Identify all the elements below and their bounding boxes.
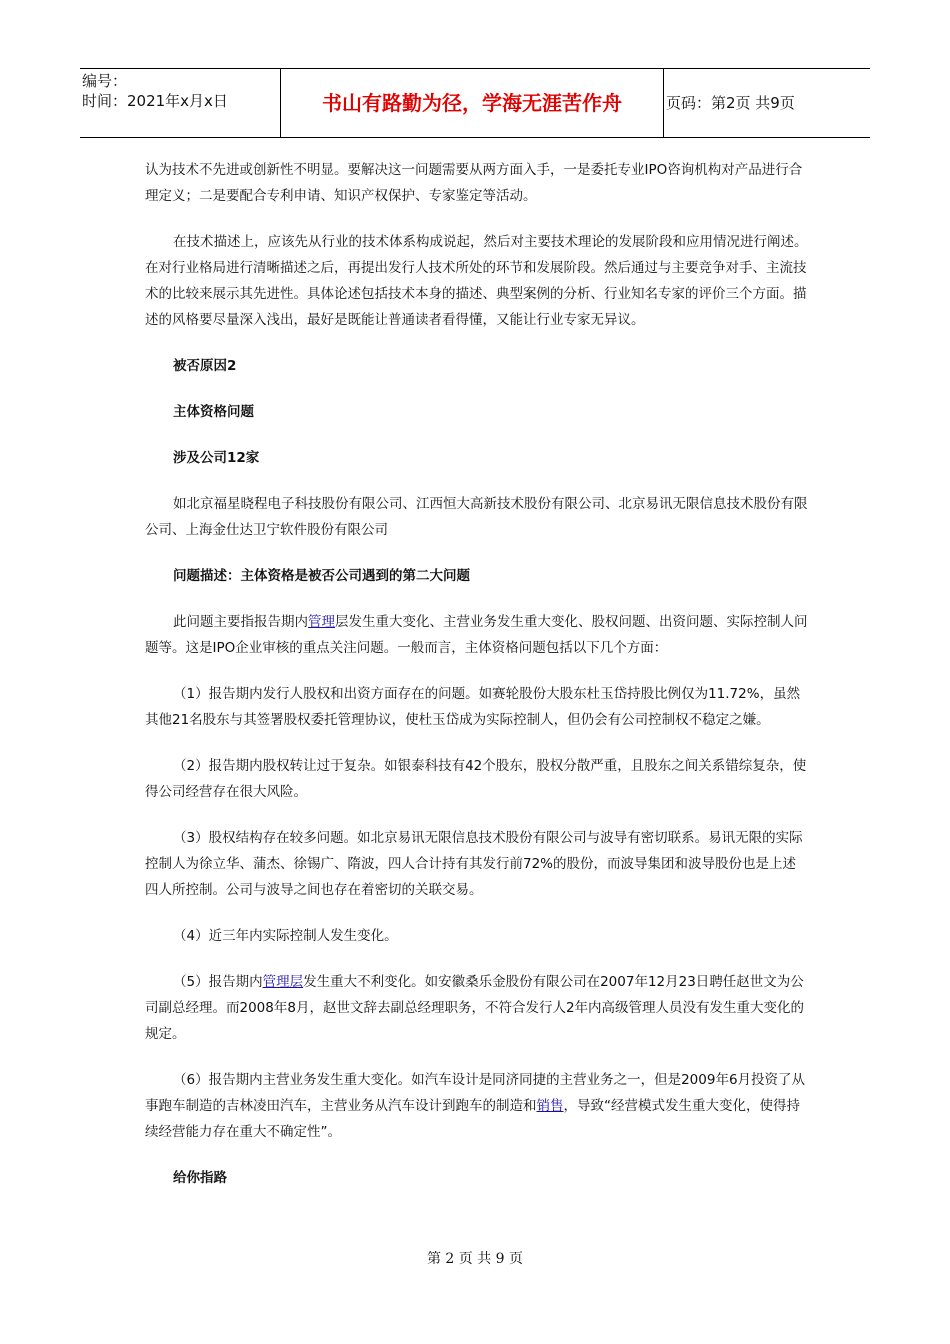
list-item-6 bbox=[145, 1067, 809, 1145]
paragraph-problem-intro bbox=[145, 609, 809, 661]
document-date-label: 时间：2021年x月x日 bbox=[82, 92, 228, 110]
problem-intro-text-a: 此问题主要指报告期内 bbox=[173, 614, 308, 630]
problem-intro-text-b: 层发生重大变化、主营业务发生重大变化、股权问题、出资问题、实际控制人问题等。这是IPO企业审核的重点关注问题。一般而言，主体资格问题包括以下几个方面： bbox=[145, 614, 808, 656]
sales-link[interactable]: 销售 bbox=[536, 1098, 564, 1114]
paragraph-tech-description: 在技术描述上，应该先从行业的技术体系构成说起，然后对主要技术理论的发展阶段和应用情况进行阐述。在对行业格局进行清晰描述之后，再提出发行人技术所处的环节和发展阶段。然后通过与主要竞争对手、主流技术的比较来展示其先进性。具体论述包括技术本身的描述、典型案例的分析、行业知名专家的评价三个方面。描述的风格要尽量深入浅出，最好是既能让普通读者看得懂，又能让行业专家无异议。 bbox=[145, 234, 808, 328]
list-item-2: （2）报告期内股权转让过于复杂。如银泰科技有42个股东，股权分散严重，且股东之间关系错综复杂，使得公司经营存在很大风险。 bbox=[145, 758, 807, 800]
list-item-5 bbox=[145, 969, 809, 1047]
section-heading-reason-2: 被否原因2 bbox=[173, 358, 237, 374]
section-heading-subject-qualification: 主体资格问题 bbox=[173, 404, 254, 420]
paragraph-company-examples: 如北京福星晓程电子科技股份有限公司、江西恒大高新技术股份有限公司、北京易讯无限信息技术股份有限公司、上海金仕达卫宁软件股份有限公司 bbox=[145, 496, 808, 538]
page-header bbox=[80, 68, 870, 138]
item5-text-b: 发生重大不利变化。如安徽桑乐金股份有限公司在2007年12月23日聘任赵世文为公司副总经理。而2008年8月，赵世文辞去副总经理职务，不符合发行人2年内高级管理人员没有发生重大变化的规定。 bbox=[145, 974, 805, 1042]
list-item-4: （4）近三年内实际控制人发生变化。 bbox=[173, 928, 398, 944]
header-motto: 书山有路勤为径，学海无涯苦作舟 bbox=[280, 69, 664, 137]
item6-text-a: （6）报告期内主营业务发生重大变化。如汽车设计是同济同捷的主营业务之一，但是2009年6月投资了从事跑车制造的吉林凌田汽车，主营业务从汽车设计到跑车的制造和 bbox=[145, 1072, 806, 1114]
section-heading-companies-count: 涉及公司12家 bbox=[173, 450, 260, 466]
list-item-1: （1）报告期内发行人股权和出资方面存在的问题。如赛轮股份大股东杜玉岱持股比例仅为11.72%，虽然其他21名股东与其签署股权委托管理协议，使杜玉岱成为实际控制人，但仍会有公司控制权不稳定之嫌。 bbox=[145, 686, 801, 728]
section-heading-problem-description: 问题描述：主体资格是被否公司遇到的第二大问题 bbox=[173, 568, 470, 584]
header-left-cell bbox=[80, 69, 280, 139]
list-item-3: （3）股权结构存在较多问题。如北京易讯无限信息技术股份有限公司与波导有密切联系。易讯无限的实际控制人为徐立华、蒲杰、徐锡广、隋波，四人合计持有其发行前72%的股份，而波导集团和波导股份也是上述四人所控制。公司与波导之间也存在着密切的关联交易。 bbox=[145, 830, 803, 898]
management-link[interactable]: 管理 bbox=[308, 614, 335, 630]
paragraph-tech-definition: 认为技术不先进或创新性不明显。要解决这一问题需要从两方面入手，一是委托专业IPO咨询机构对产品进行合理定义；二是要配合专利申请、知识产权保护、专家鉴定等活动。 bbox=[145, 162, 803, 204]
header-page-info: 页码：第2页 共9页 bbox=[666, 94, 795, 112]
item5-text-a: （5）报告期内 bbox=[173, 974, 263, 990]
document-body bbox=[145, 157, 809, 1191]
page-footer: 第 2 页 共 9 页 bbox=[426, 1251, 524, 1267]
section-heading-guidance: 给你指路 bbox=[173, 1170, 227, 1186]
item6-text-b: ，导致“经营模式发生重大变化，使得持续经营能力存在重大不确定性”。 bbox=[145, 1098, 800, 1140]
document-number-label: 编号： bbox=[82, 72, 128, 90]
management-layer-link[interactable]: 管理层 bbox=[262, 974, 304, 990]
